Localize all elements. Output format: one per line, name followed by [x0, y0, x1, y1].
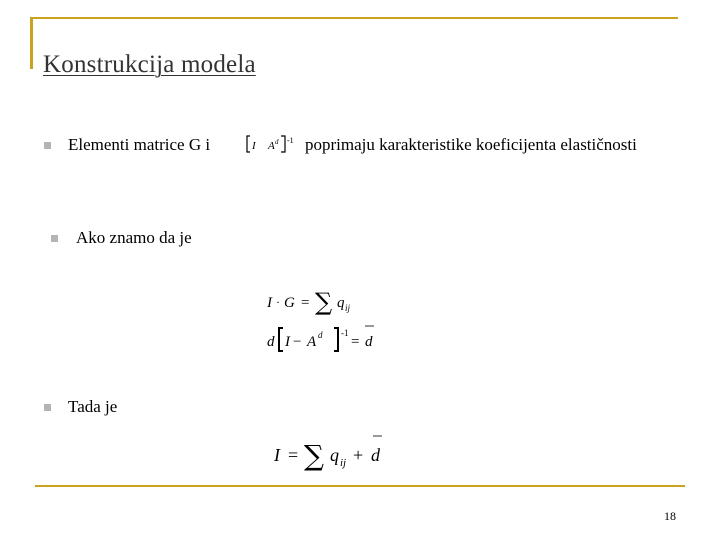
- svg-text:q: q: [330, 445, 339, 465]
- svg-text:d: d: [318, 330, 323, 340]
- bullet-square-icon: [44, 404, 51, 411]
- svg-text:ij: ij: [340, 457, 347, 469]
- bullet-text-1b: poprimaju karakteristike koeficijenta elastičnosti: [305, 135, 637, 154]
- left-accent-line: [30, 17, 33, 69]
- bullet-text-2: Ako znamo da je: [76, 228, 192, 247]
- svg-text:q: q: [337, 295, 345, 311]
- svg-text:ij: ij: [345, 303, 351, 313]
- svg-text:=: =: [351, 334, 360, 350]
- bullet-text-1a: Elementi matrice G i: [68, 135, 211, 154]
- bullet-text-3: Tada je: [68, 397, 118, 416]
- svg-text:∑: ∑: [304, 439, 324, 472]
- svg-text:-1: -1: [341, 328, 349, 338]
- svg-text:d: d: [267, 334, 275, 350]
- svg-text:I: I: [252, 140, 256, 152]
- svg-text:∑: ∑: [315, 288, 333, 316]
- svg-text:d: d: [275, 138, 279, 146]
- slide-title: Konstrukcija modela: [43, 51, 256, 78]
- svg-text:A: A: [307, 334, 317, 350]
- matrix-inline-formula: [244, 130, 300, 158]
- svg-text:d: d: [371, 445, 380, 465]
- svg-text:I: I: [274, 445, 280, 465]
- svg-text:-1: -1: [287, 136, 294, 145]
- result-equation: [268, 430, 398, 472]
- svg-text:I: I: [267, 295, 272, 311]
- svg-text:=: =: [301, 295, 310, 311]
- bullet-square-icon: [51, 235, 58, 242]
- bullet-square-icon: [44, 142, 51, 149]
- svg-text:d: d: [365, 334, 373, 350]
- bottom-accent-line: [35, 485, 685, 487]
- page-number: 18: [664, 509, 676, 523]
- svg-text:I: I: [285, 334, 290, 350]
- svg-text:G: G: [284, 295, 295, 311]
- svg-text:·: ·: [276, 295, 280, 309]
- top-accent-line: [30, 17, 678, 19]
- svg-text:−: −: [293, 334, 302, 350]
- svg-text:=: =: [288, 445, 299, 465]
- equation-system: [262, 284, 382, 356]
- svg-text:A: A: [268, 140, 275, 152]
- svg-text:+: +: [353, 445, 364, 465]
